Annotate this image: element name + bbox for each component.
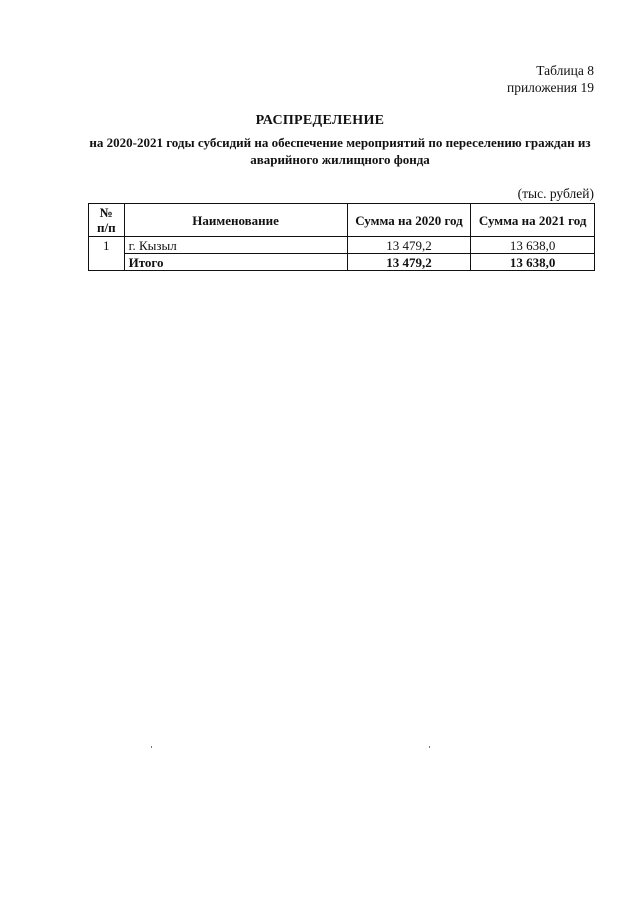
- column-header-name: Наименование: [124, 204, 347, 237]
- total-2021-cell: 13 638,0: [471, 254, 595, 271]
- appendix-label: приложения 19: [506, 80, 594, 95]
- distribution-table: [88, 203, 595, 271]
- document-header: [507, 62, 594, 96]
- table-body: [89, 237, 595, 271]
- total-number-cell: [89, 254, 125, 271]
- total-row: [89, 254, 595, 271]
- row-2020-cell: 13 479,2: [347, 237, 471, 254]
- table-number-label: Таблица 8: [536, 63, 594, 78]
- column-header-number: № п/п: [89, 204, 125, 237]
- table-row: [89, 237, 595, 254]
- units-label: (тыс. рублей): [517, 186, 594, 201]
- column-header-2020: Сумма на 2020 год: [347, 204, 471, 237]
- row-name-cell: г. Кызыл: [124, 237, 347, 254]
- total-label-cell: Итого: [124, 254, 347, 271]
- header-row: [89, 204, 595, 237]
- column-header-2021: Сумма на 2021 год: [471, 204, 595, 237]
- scan-artifact: [429, 746, 430, 748]
- row-2021-cell: 13 638,0: [471, 237, 595, 254]
- row-number-cell: 1: [89, 237, 125, 254]
- document-title: РАСПРЕДЕЛЕНИЕ: [255, 113, 385, 128]
- document-subtitle: на 2020-2021 годы субсидий на обеспечение мероприятий по переселению граждан из аварийного жилищного фонда: [89, 135, 591, 167]
- total-2020-cell: 13 479,2: [347, 254, 471, 271]
- scan-artifact: [151, 746, 152, 748]
- table-header: [89, 204, 595, 237]
